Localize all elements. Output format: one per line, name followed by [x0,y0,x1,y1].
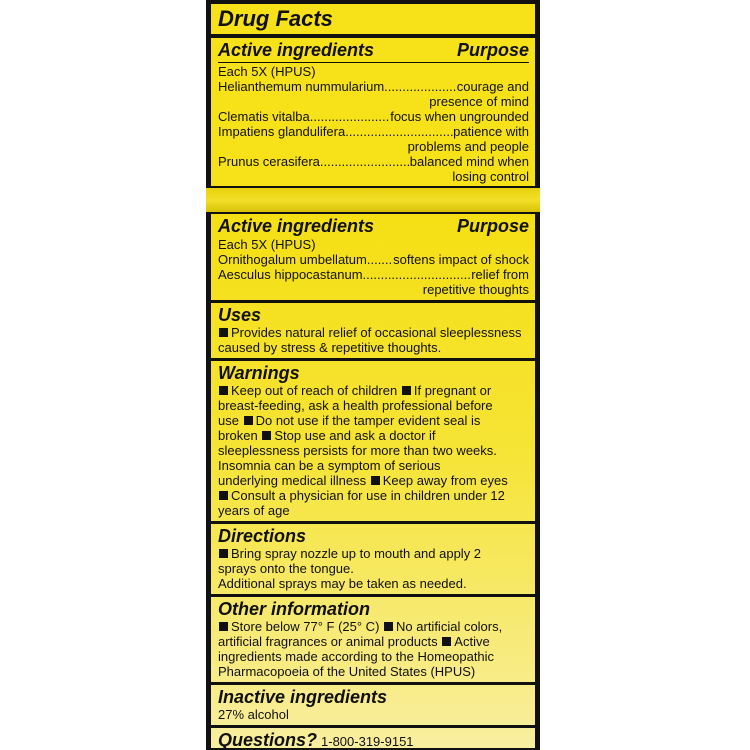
bullet-square-icon [442,637,451,646]
purpose-heading: Purpose [456,40,529,60]
ingredient-row [218,79,529,94]
active-ingredients-heading: Active ingredients [218,40,375,60]
inactive-ingredients-text: 27% alcohol [218,707,289,722]
directions-section [211,524,535,597]
other-information-section [211,597,535,685]
leader-dots [310,109,390,124]
bullet-square-icon [371,476,380,485]
ingredient-purpose: softens impact of shock [393,252,529,267]
divider [211,34,535,38]
leader-dots [384,79,457,94]
ingredient-purpose: patience with [453,124,529,139]
ingredient-name: Prunus cerasifera [218,154,320,169]
bullet-square-icon [219,328,228,337]
ingredient-purpose-continued: problems and people [407,139,529,154]
other-information-heading: Other information [218,599,370,619]
uses-text: Provides natural relief of occasional sleeplessness [218,325,529,340]
questions-section [211,728,535,750]
bullet-square-icon [384,622,393,631]
active-ingredients-heading: Active ingredients [218,216,375,236]
directions-heading: Directions [218,526,307,546]
leader-dots [345,124,453,139]
bullet-square-icon [219,549,228,558]
active-ingredients-header [218,40,529,61]
bullet-square-icon [219,491,228,500]
ingredient-purpose-continued: repetitive thoughts [422,282,529,297]
bullet-square-icon [402,386,411,395]
drug-facts-title: Drug Facts [218,6,333,31]
active-ingredients-section [211,40,535,184]
ingredient-name: Aesculus hippocastanum [218,267,363,282]
warnings-text: Keep out of reach of children If pregnant or breast-feeding, ask a health professional before use Do not use if the tamper evident seal is broken Stop use and ask a doctor if sleeplessness persists for more than two weeks. Insomnia can be a symptom of serious underlying medical illness Keep away from eyes Consult a physician for use in children under 12 years of age [218,383,508,518]
bullet-square-icon [219,386,228,395]
warnings-section [211,361,535,524]
active-ingredients-section [211,214,535,303]
leader-dots [320,154,410,169]
purpose-heading: Purpose [456,216,529,236]
uses-section [211,303,535,361]
ingredient-row [218,109,529,124]
leader-dots [363,267,472,282]
ingredient-name: Impatiens glandulifera [218,124,346,139]
bullet-square-icon [262,431,271,440]
drug-facts-label [206,0,540,750]
ingredient-purpose-continued: presence of mind [429,94,529,109]
label-fold-band [206,188,540,212]
uses-heading: Uses [218,305,262,325]
ingredient-row [218,154,529,169]
ingredient-row [218,252,529,267]
ingredient-purpose-continued: losing control [452,169,529,184]
active-ingredients-header [218,216,529,237]
potency-text: Each 5X (HPUS) [218,237,316,252]
ingredient-name: Ornithogalum umbellatum [218,252,367,267]
questions-phone: 1-800-319-9151 [321,734,414,749]
ingredient-purpose: focus when ungrounded [390,109,529,124]
potency-text: Each 5X (HPUS) [218,64,316,79]
ingredient-purpose: relief from [471,267,529,282]
leader-dots [367,252,393,267]
drug-facts-bottom-panel [209,212,537,750]
divider [218,62,529,63]
ingredient-row [218,124,529,139]
ingredient-name: Helianthemum nummularium [218,79,385,94]
bullet-square-icon [219,622,228,631]
inactive-ingredients-heading: Inactive ingredients [218,687,388,707]
questions-heading: Questions? [218,730,318,750]
uses-text: caused by stress & repetitive thoughts. [218,340,442,355]
drug-facts-top-panel [209,2,537,188]
ingredient-row [218,267,529,282]
ingredient-purpose: courage and [456,79,529,94]
bullet-square-icon [244,416,253,425]
inactive-ingredients-section [211,685,535,728]
warnings-heading: Warnings [218,363,300,383]
directions-text: Bring spray nozzle up to mouth and apply 2 sprays onto the tongue. Additional sprays may be taken as needed. [218,546,482,591]
ingredient-purpose: balanced mind when [409,154,529,169]
ingredient-name: Clematis vitalba [218,109,310,124]
other-information-text: Store below 77° F (25° C) No artificial colors, artificial fragrances or animal products Active ingredients made according to the Homeopathic Pharmacopoeia of the United States (HPUS) [218,619,503,679]
